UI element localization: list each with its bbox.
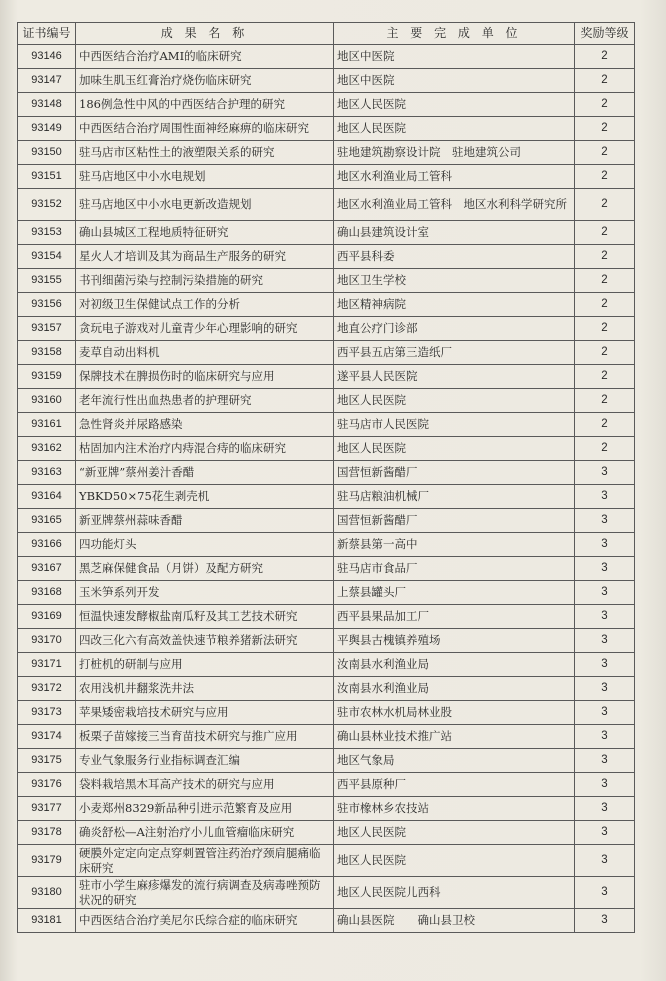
award-level-cell: 2 (575, 45, 635, 69)
completing-unit-cell: 确山县医院 确山县卫校 (334, 909, 575, 933)
table-row (18, 605, 635, 629)
achievement-name-cell: 驻马店地区中小水电更新改造规划 (76, 189, 334, 221)
award-level-cell: 2 (575, 69, 635, 93)
achievement-name-cell: 四改三化六有高效盖快速节粮养猪新法研究 (76, 629, 334, 653)
certificate-number-cell: 93147 (18, 69, 76, 93)
completing-unit-cell: 驻马店粮油机械厂 (334, 485, 575, 509)
certificate-number-cell: 93178 (18, 821, 76, 845)
header-award-level: 奖励等级 (575, 23, 635, 45)
certificate-number-cell: 93155 (18, 269, 76, 293)
completing-unit-cell: 驻市农林水机局林业股 (334, 701, 575, 725)
award-level-cell: 3 (575, 677, 635, 701)
certificate-number-cell: 93181 (18, 909, 76, 933)
table-row (18, 509, 635, 533)
certificate-number-cell: 93161 (18, 413, 76, 437)
table-row (18, 629, 635, 653)
achievement-name-cell: 确山县城区工程地质特征研究 (76, 221, 334, 245)
award-level-cell: 2 (575, 437, 635, 461)
certificate-number-cell: 93164 (18, 485, 76, 509)
completing-unit-cell: 地区水利渔业局工管科 地区水利科学研究所 (334, 189, 575, 221)
certificate-number-cell: 93149 (18, 117, 76, 141)
achievement-name-cell: 中西医结合治疗美尼尔氏综合症的临床研究 (76, 909, 334, 933)
completing-unit-cell: 遂平县人民医院 (334, 365, 575, 389)
table-row (18, 653, 635, 677)
achievement-name-cell: 枯固加内注术治疗内痔混合痔的临床研究 (76, 437, 334, 461)
table-row (18, 701, 635, 725)
table-row (18, 141, 635, 165)
certificate-number-cell: 93156 (18, 293, 76, 317)
achievement-name-cell: 中西医结合治疗AMI的临床研究 (76, 45, 334, 69)
achievement-name-cell: 保牌技术在脾损伤时的临床研究与应用 (76, 365, 334, 389)
award-level-cell: 3 (575, 605, 635, 629)
certificate-number-cell: 93160 (18, 389, 76, 413)
certificate-number-cell: 93168 (18, 581, 76, 605)
achievement-name-cell: 袋料栽培黑木耳高产技术的研究与应用 (76, 773, 334, 797)
completing-unit-cell: 国营恒新酱醋厂 (334, 461, 575, 485)
certificate-number-cell: 93179 (18, 845, 76, 877)
award-level-cell: 3 (575, 773, 635, 797)
certificate-number-cell: 93162 (18, 437, 76, 461)
certificate-number-cell: 93154 (18, 245, 76, 269)
achievement-name-cell: 新亚牌蔡州蒜味香醋 (76, 509, 334, 533)
table-row (18, 45, 635, 69)
award-level-cell: 3 (575, 485, 635, 509)
table-row (18, 821, 635, 845)
achievement-name-cell: 对初级卫生保健试点工作的分析 (76, 293, 334, 317)
award-level-cell: 3 (575, 725, 635, 749)
award-level-cell: 3 (575, 701, 635, 725)
award-level-cell: 2 (575, 341, 635, 365)
certificate-number-cell: 93175 (18, 749, 76, 773)
award-level-cell: 3 (575, 877, 635, 909)
achievement-name-cell: 老年流行性出血热患者的护理研究 (76, 389, 334, 413)
certificate-number-cell: 93158 (18, 341, 76, 365)
achievement-name-cell: 186例急性中风的中西医结合护理的研究 (76, 93, 334, 117)
achievement-name-cell: 苹果矮密栽培技术研究与应用 (76, 701, 334, 725)
achievement-name-cell: “新亚牌”蔡州姜汁香醋 (76, 461, 334, 485)
award-level-cell: 2 (575, 389, 635, 413)
completing-unit-cell: 地区人民医院 (334, 845, 575, 877)
table-body (18, 45, 635, 933)
table-row (18, 461, 635, 485)
achievement-name-cell: 恒温快速发酵椒盐南瓜籽及其工艺技术研究 (76, 605, 334, 629)
certificate-number-cell: 93166 (18, 533, 76, 557)
header-certificate-number: 证书编号 (18, 23, 76, 45)
completing-unit-cell: 上蔡县罐头厂 (334, 581, 575, 605)
achievement-name-cell: 加味生肌玉红膏治疗烧伤临床研究 (76, 69, 334, 93)
achievement-name-cell: 硬膜外定定向定点穿刺置管注药治疗颈肩腿痛临床研究 (76, 845, 334, 877)
certificate-number-cell: 93151 (18, 165, 76, 189)
certificate-number-cell: 93146 (18, 45, 76, 69)
achievement-name-cell: 专业气象服务行业指标调查汇编 (76, 749, 334, 773)
award-level-cell: 3 (575, 909, 635, 933)
completing-unit-cell: 地区精神病院 (334, 293, 575, 317)
award-level-cell: 2 (575, 245, 635, 269)
completing-unit-cell: 驻马店市人民医院 (334, 413, 575, 437)
award-level-cell: 2 (575, 269, 635, 293)
table-row (18, 221, 635, 245)
table-row (18, 93, 635, 117)
completing-unit-cell: 汝南县水利渔业局 (334, 653, 575, 677)
award-level-cell: 3 (575, 533, 635, 557)
table-row (18, 389, 635, 413)
completing-unit-cell: 地直公疗门诊部 (334, 317, 575, 341)
completing-unit-cell: 确山县林业技术推广站 (334, 725, 575, 749)
completing-unit-cell: 西平县五店第三造纸厂 (334, 341, 575, 365)
completing-unit-cell: 西平县科委 (334, 245, 575, 269)
header-completing-unit: 主 要 完 成 单 位 (334, 23, 575, 45)
certificate-number-cell: 93148 (18, 93, 76, 117)
certificate-number-cell: 93177 (18, 797, 76, 821)
certificate-number-cell: 93157 (18, 317, 76, 341)
certificate-number-cell: 93153 (18, 221, 76, 245)
award-level-cell: 3 (575, 557, 635, 581)
award-level-cell: 2 (575, 93, 635, 117)
table-row (18, 293, 635, 317)
table-row (18, 877, 635, 909)
certificate-number-cell: 93174 (18, 725, 76, 749)
award-level-cell: 3 (575, 749, 635, 773)
completing-unit-cell: 驻马店市食品厂 (334, 557, 575, 581)
certificate-number-cell: 93170 (18, 629, 76, 653)
achievement-name-cell: 打桩机的研制与应用 (76, 653, 334, 677)
award-level-cell: 2 (575, 365, 635, 389)
table-row (18, 581, 635, 605)
achievement-name-cell: 驻市小学生麻疹爆发的流行病调查及病毒唑预防状况的研究 (76, 877, 334, 909)
achievement-name-cell: YBKD50×75花生剥壳机 (76, 485, 334, 509)
completing-unit-cell: 地区中医院 (334, 69, 575, 93)
table-row (18, 365, 635, 389)
completing-unit-cell: 驻市橡林乡农技站 (334, 797, 575, 821)
table-row (18, 725, 635, 749)
achievement-name-cell: 麦草自动出料机 (76, 341, 334, 365)
awards-table (17, 22, 635, 933)
table-row (18, 269, 635, 293)
table-row (18, 341, 635, 365)
achievement-name-cell: 急性肾炎并尿路感染 (76, 413, 334, 437)
award-level-cell: 2 (575, 317, 635, 341)
certificate-number-cell: 93176 (18, 773, 76, 797)
completing-unit-cell: 地区水利渔业局工管科 (334, 165, 575, 189)
achievement-name-cell: 农用浅机井翻浆洗井法 (76, 677, 334, 701)
certificate-number-cell: 93169 (18, 605, 76, 629)
certificate-number-cell: 93167 (18, 557, 76, 581)
table-row (18, 909, 635, 933)
table-row (18, 845, 635, 877)
table-row (18, 749, 635, 773)
achievement-name-cell: 书刊细菌污染与控制污染措施的研究 (76, 269, 334, 293)
achievement-name-cell: 星火人才培训及其为商品生产服务的研究 (76, 245, 334, 269)
achievement-name-cell: 贪玩电子游戏对儿童青少年心理影响的研究 (76, 317, 334, 341)
award-level-cell: 2 (575, 293, 635, 317)
award-level-cell: 2 (575, 189, 635, 221)
table-row (18, 557, 635, 581)
table-row (18, 317, 635, 341)
award-level-cell: 3 (575, 581, 635, 605)
completing-unit-cell: 西平县果品加工厂 (334, 605, 575, 629)
award-level-cell: 3 (575, 461, 635, 485)
certificate-number-cell: 93173 (18, 701, 76, 725)
achievement-name-cell: 玉米笋系列开发 (76, 581, 334, 605)
table-row (18, 437, 635, 461)
completing-unit-cell: 确山县建筑设计室 (334, 221, 575, 245)
award-level-cell: 2 (575, 221, 635, 245)
table-row (18, 533, 635, 557)
completing-unit-cell: 西平县原种厂 (334, 773, 575, 797)
achievement-name-cell: 四功能灯头 (76, 533, 334, 557)
completing-unit-cell: 地区人民医院儿西科 (334, 877, 575, 909)
certificate-number-cell: 93163 (18, 461, 76, 485)
award-level-cell: 3 (575, 629, 635, 653)
achievement-name-cell: 确炎舒松—A注射治疗小儿血管瘤临床研究 (76, 821, 334, 845)
certificate-number-cell: 93172 (18, 677, 76, 701)
completing-unit-cell: 国营恒新酱醋厂 (334, 509, 575, 533)
table-row (18, 69, 635, 93)
completing-unit-cell: 平舆县古槐镇养殖场 (334, 629, 575, 653)
table-row (18, 245, 635, 269)
award-level-cell: 2 (575, 165, 635, 189)
completing-unit-cell: 地区人民医院 (334, 437, 575, 461)
completing-unit-cell: 地区人民医院 (334, 389, 575, 413)
certificate-number-cell: 93159 (18, 365, 76, 389)
table-row (18, 165, 635, 189)
completing-unit-cell: 地区气象局 (334, 749, 575, 773)
table-row (18, 189, 635, 221)
achievement-name-cell: 小麦郑州8329新品种引进示范繁育及应用 (76, 797, 334, 821)
award-level-cell: 3 (575, 509, 635, 533)
header-achievement-name: 成 果 名 称 (76, 23, 334, 45)
award-level-cell: 2 (575, 117, 635, 141)
table-row (18, 117, 635, 141)
certificate-number-cell: 93152 (18, 189, 76, 221)
table-header-row (18, 23, 635, 45)
completing-unit-cell: 新蔡县第一高中 (334, 533, 575, 557)
award-level-cell: 3 (575, 653, 635, 677)
table-row (18, 677, 635, 701)
award-level-cell: 2 (575, 141, 635, 165)
award-level-cell: 3 (575, 845, 635, 877)
certificate-number-cell: 93180 (18, 877, 76, 909)
table-row (18, 413, 635, 437)
completing-unit-cell: 地区中医院 (334, 45, 575, 69)
table-row (18, 797, 635, 821)
award-level-cell: 3 (575, 821, 635, 845)
table-row (18, 485, 635, 509)
completing-unit-cell: 地区人民医院 (334, 821, 575, 845)
achievement-name-cell: 板栗子苗嫁接三当育苗技术研究与推广应用 (76, 725, 334, 749)
table-row (18, 773, 635, 797)
completing-unit-cell: 地区人民医院 (334, 117, 575, 141)
achievement-name-cell: 驻马店市区粘性土的液塑限关系的研究 (76, 141, 334, 165)
completing-unit-cell: 汝南县水利渔业局 (334, 677, 575, 701)
certificate-number-cell: 93150 (18, 141, 76, 165)
certificate-number-cell: 93171 (18, 653, 76, 677)
achievement-name-cell: 驻马店地区中小水电规划 (76, 165, 334, 189)
achievement-name-cell: 中西医结合治疗周围性面神经麻痹的临床研究 (76, 117, 334, 141)
award-level-cell: 3 (575, 797, 635, 821)
award-level-cell: 2 (575, 413, 635, 437)
completing-unit-cell: 驻地建筑勘察设计院 驻地建筑公司 (334, 141, 575, 165)
completing-unit-cell: 地区人民医院 (334, 93, 575, 117)
completing-unit-cell: 地区卫生学校 (334, 269, 575, 293)
achievement-name-cell: 黑芝麻保健食品（月饼）及配方研究 (76, 557, 334, 581)
certificate-number-cell: 93165 (18, 509, 76, 533)
